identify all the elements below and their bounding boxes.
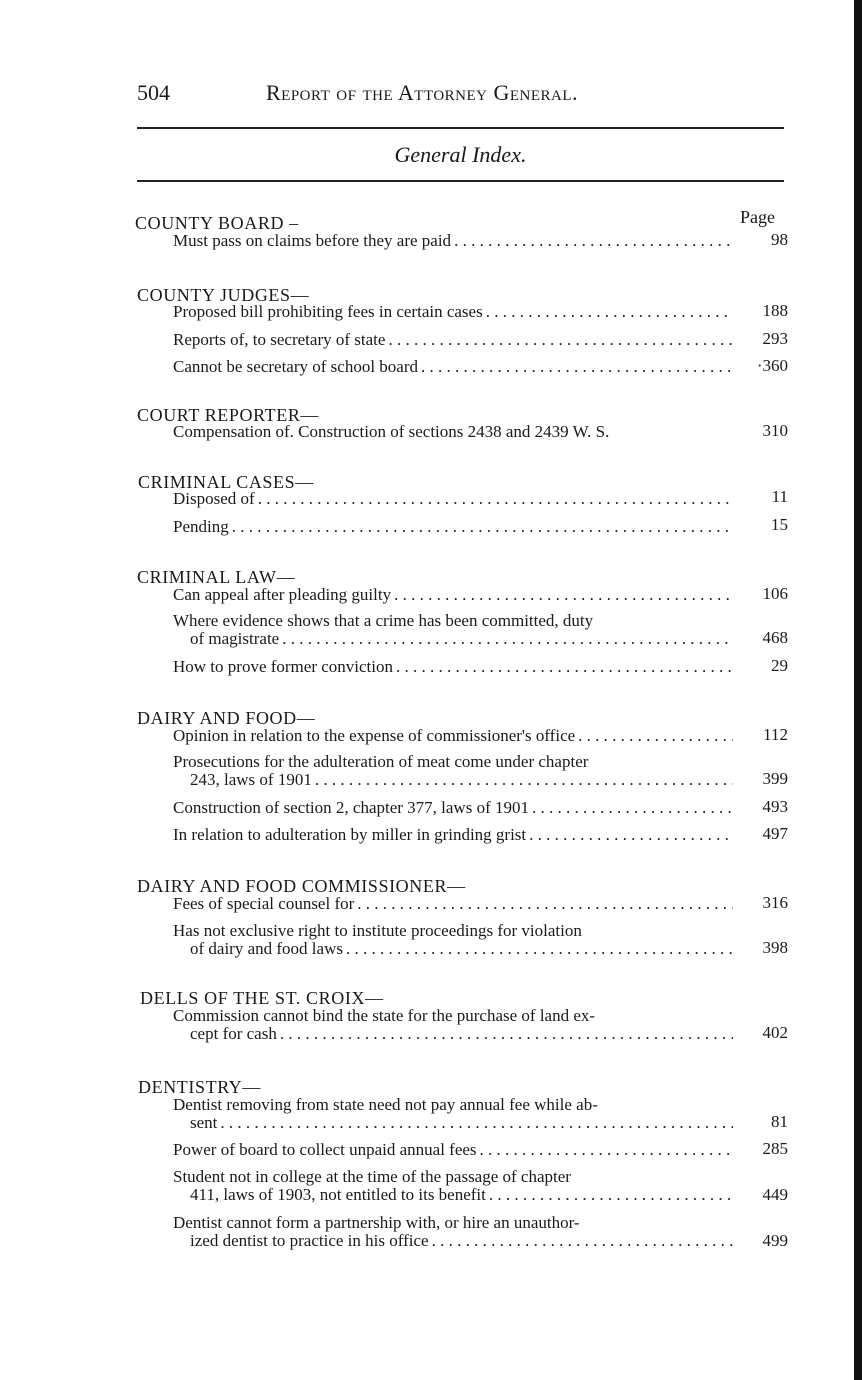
page-ref: 112 <box>763 725 788 744</box>
page-ref: 316 <box>762 893 788 912</box>
index-entry <box>173 1168 733 1204</box>
dot-leader <box>277 1025 733 1043</box>
entry-text: Power of board to collect unpaid annual fees <box>173 1140 477 1159</box>
index-entry <box>173 799 733 817</box>
dot-leader <box>429 1232 733 1250</box>
entry-text: Fees of special counsel for <box>173 894 355 913</box>
dot-leader <box>312 771 733 789</box>
entry-text: Where evidence shows that a crime has been committed, duty <box>173 611 594 630</box>
page-ref: 15 <box>771 515 788 534</box>
dot-leader <box>526 826 733 844</box>
section-heading: COURT REPORTER— <box>137 405 320 425</box>
dot-leader <box>229 518 733 536</box>
entry-text: In relation to adulteration by miller in grinding grist <box>173 825 527 844</box>
entry-text: Proposed bill prohibiting fees in certain cases <box>173 302 483 321</box>
entry-text: Commission cannot bind the state for the purchase of land ex- <box>173 1006 596 1025</box>
dot-leader <box>255 490 733 508</box>
dot-leader <box>217 1114 733 1132</box>
dot-leader <box>279 630 733 648</box>
section-heading: DAIRY AND FOOD— <box>137 708 316 728</box>
index-entry <box>173 358 733 376</box>
entry-text: Prosecutions for the adulteration of meat come under chapter <box>173 752 589 771</box>
page-ref: 293 <box>762 329 788 348</box>
page-ref: 29 <box>771 656 788 675</box>
page-ref: 398 <box>762 938 788 957</box>
page-ref: 11 <box>771 487 788 506</box>
page-ref: 402 <box>762 1023 788 1042</box>
entry-text-continued: ized dentist to practice in his office <box>190 1231 429 1250</box>
dot-leader <box>385 331 733 349</box>
index-entry <box>173 895 733 913</box>
index-entry <box>173 658 733 676</box>
scan-page-edge <box>854 0 862 1380</box>
page-ref: 81 <box>771 1112 788 1131</box>
entry-text: Reports of, to secretary of state <box>173 330 386 349</box>
page-ref: 497 <box>762 824 788 843</box>
running-title: Report of the Attorney General. <box>266 80 579 105</box>
entry-text: Disposed of <box>173 489 255 508</box>
page-ref: 468 <box>762 628 788 647</box>
entry-text-continued: 411, laws of 1903, not entitled to its benefit <box>190 1185 486 1204</box>
entry-text: Must pass on claims before they are paid <box>173 231 452 250</box>
index-entry <box>173 490 733 508</box>
page-ref: 285 <box>762 1139 788 1158</box>
page-ref: 98 <box>771 230 788 249</box>
index-entry <box>173 586 733 604</box>
index-entry <box>173 518 733 536</box>
index-entry <box>173 1007 733 1043</box>
entry-text: Cannot be secretary of school board <box>173 357 418 376</box>
entry-text-continued: 243, laws of 1901 <box>190 770 312 789</box>
entry-text: Has not exclusive right to institute proceedings for violation <box>173 921 582 940</box>
dot-leader <box>483 303 733 321</box>
index-entry <box>173 1141 733 1159</box>
index-entry <box>173 922 733 958</box>
index-entry <box>173 423 733 441</box>
dot-leader <box>393 658 733 676</box>
entry-text: Compensation of. Construction of sections 2438 and 2439 W. S. <box>173 422 610 441</box>
entry-text-continued: of magistrate <box>190 629 280 648</box>
entry-text: Dentist removing from state need not pay annual fee while ab- <box>173 1095 598 1114</box>
dot-leader <box>343 940 733 958</box>
entry-text-continued: cept for cash <box>190 1024 277 1043</box>
section-heading: CRIMINAL CASES— <box>138 472 314 492</box>
page-ref: ·360 <box>756 356 788 375</box>
index-entry <box>173 303 733 321</box>
dot-leader <box>529 799 733 817</box>
page-ref: 188 <box>762 301 788 320</box>
index-entry <box>173 1096 733 1132</box>
dot-leader <box>451 232 733 250</box>
header-rule-top <box>137 127 784 129</box>
entry-text: Pending <box>173 517 229 536</box>
page-column-label: Page <box>740 207 775 227</box>
entry-text: Construction of section 2, chapter 377, laws of 1901 <box>173 798 529 817</box>
entry-text: Student not in college at the time of the passage of chapter <box>173 1167 571 1186</box>
dot-leader <box>486 1186 733 1204</box>
section-heading: DELLS OF THE ST. CROIX— <box>140 988 384 1008</box>
page-ref: 310 <box>762 421 788 440</box>
index-entry <box>173 232 733 250</box>
entry-text: Can appeal after pleading guilty <box>173 585 392 604</box>
section-heading: DENTISTRY— <box>138 1077 261 1097</box>
section-heading: COUNTY JUDGES— <box>137 285 310 305</box>
index-entry <box>173 331 733 349</box>
index-entry <box>173 826 733 844</box>
page-ref: 493 <box>762 797 788 816</box>
index-entry <box>173 727 733 745</box>
section-heading: DAIRY AND FOOD COMMISSIONER— <box>137 876 466 896</box>
index-entry <box>173 753 733 789</box>
entry-text-continued: sent <box>190 1113 218 1132</box>
index-title: General Index. <box>394 142 527 167</box>
page-number: 504 <box>137 80 170 105</box>
dot-leader <box>354 895 733 913</box>
entry-text: Dentist cannot form a partnership with, or hire an unauthor- <box>173 1213 580 1232</box>
section-heading: CRIMINAL LAW— <box>137 567 296 587</box>
dot-leader <box>391 586 733 604</box>
dot-leader <box>477 1141 733 1159</box>
page-ref: 106 <box>762 584 788 603</box>
entry-text: Opinion in relation to the expense of commissioner's office <box>173 726 576 745</box>
section-heading: COUNTY BOARD – <box>135 213 299 233</box>
dot-leader <box>418 358 733 376</box>
header-rule-bottom <box>137 180 784 182</box>
dot-leader <box>575 727 733 745</box>
entry-text: How to prove former conviction <box>173 657 393 676</box>
page-ref: 399 <box>762 769 788 788</box>
entry-text-continued: of dairy and food laws <box>190 939 343 958</box>
page-ref: 499 <box>762 1231 788 1250</box>
page-ref: 449 <box>762 1185 788 1204</box>
index-entry <box>173 1214 733 1250</box>
index-entry <box>173 612 733 648</box>
